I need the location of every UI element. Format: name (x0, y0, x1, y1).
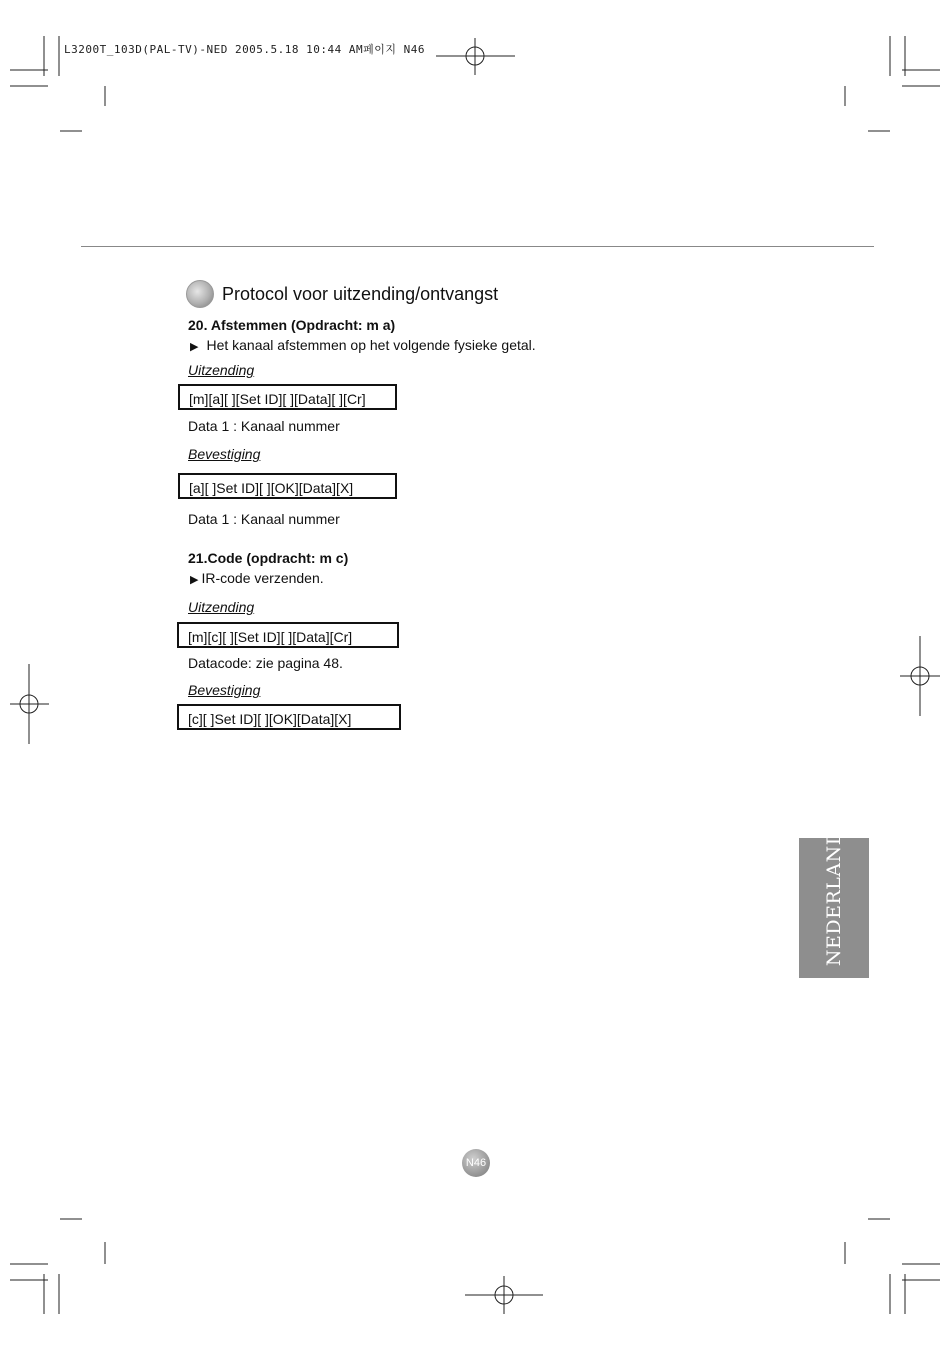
transmission-note: Data 1 : Kanaal nummer (188, 418, 340, 434)
triangle-right-icon: ▶ (190, 574, 199, 586)
header-rule (81, 246, 874, 247)
transmission-label: Uitzending (188, 599, 255, 615)
acknowledgement-label: Bevestiging (188, 446, 261, 462)
command-heading: 21.Code (opdracht: m c) (188, 550, 349, 566)
command-heading: 20. Afstemmen (Opdracht: m a) (188, 317, 396, 333)
printer-slug: L3200T_103D(PAL-TV)-NED 2005.5.18 10:44 AM페이지 N46 (64, 43, 426, 56)
transmission-label: Uitzending (188, 362, 255, 378)
section-title: Protocol voor uitzending/ontvangst (222, 283, 499, 304)
transmission-note: Datacode: zie pagina 48. (188, 655, 343, 671)
acknowledgement-command-box: [a][ ]Set ID][ ][OK][Data][X] (178, 473, 397, 499)
language-tab-label: NEDERLANDS (823, 815, 845, 966)
page-number-badge: N46 (462, 1149, 490, 1177)
gray-sphere-icon (186, 280, 214, 308)
section-header (186, 280, 498, 308)
command-description: ▶ IR-code verzenden. (190, 570, 324, 586)
acknowledgement-note: Data 1 : Kanaal nummer (188, 511, 340, 527)
language-tab (799, 815, 869, 978)
transmission-command-box: [m][a][ ][Set ID][ ][Data][ ][Cr] (178, 384, 397, 410)
command-description: ▶ Het kanaal afstemmen op het volgende fysieke getal. (190, 337, 536, 353)
acknowledgement-label: Bevestiging (188, 682, 261, 698)
transmission-command-box: [m][c][ ][Set ID][ ][Data][Cr] (177, 622, 399, 648)
acknowledgement-command-box: [c][ ]Set ID][ ][OK][Data][X] (177, 704, 401, 730)
triangle-right-icon: ▶ (190, 341, 199, 353)
